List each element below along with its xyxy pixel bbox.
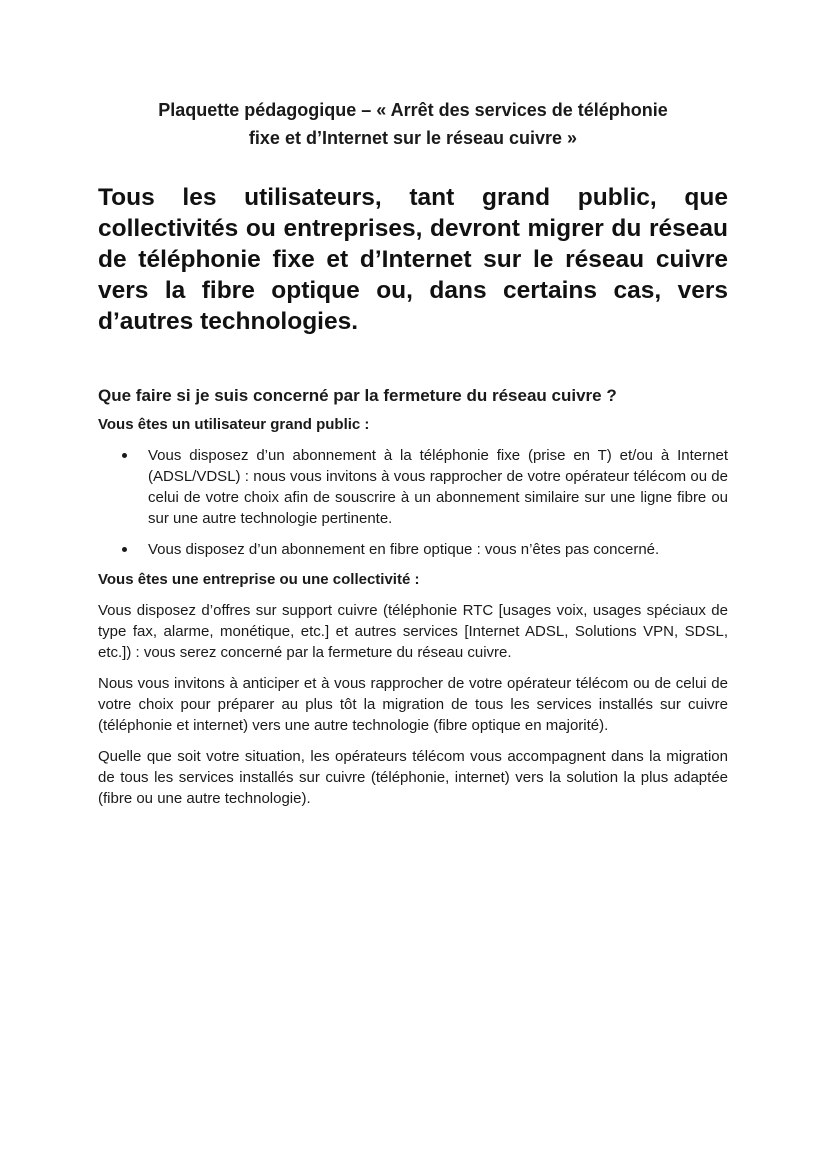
entreprise-heading: Vous êtes une entreprise ou une collectivité : (98, 571, 420, 588)
lead-statement: Tous les utilisateurs, tant grand public, que collectivités ou entreprises, devront migrer du réseau de téléphonie fixe et d’Internet sur le réseau cuivre vers la fibre optique ou, dans certains cas, vers d’autres technologies. (98, 184, 728, 335)
document-title (98, 96, 728, 152)
paragraph: Nous vous invitons à anticiper et à vous rapprocher de votre opérateur télécom ou de celui de votre choix pour préparer au plus tôt la migration de tous les services installés sur cuivre (téléphonie et internet) vers une autre technologie (fibre optique en majorité). (98, 675, 728, 734)
bullet-icon (122, 453, 127, 458)
document-page (98, 96, 728, 809)
list-item-text: Vous disposez d’un abonnement à la téléphonie fixe (prise en T) et/ou à Internet (ADSL/VDSL) : nous vous invitons à vous rapprocher de votre opérateur télécom ou de celui de votre choix afin de souscrire à un abonnement similaire sur une ligne fibre ou sur une autre technologie pertinente. (148, 447, 728, 527)
paragraph: Vous disposez d’offres sur support cuivre (téléphonie RTC [usages voix, usages spéciaux de type fax, alarme, monétique, etc.] et autres services [Internet ADSL, Solutions VPN, SDSL, etc.]) : vous serez concerné par la fermeture du réseau cuivre. (98, 602, 728, 661)
grand-public-list (98, 445, 728, 560)
grand-public-heading: Vous êtes un utilisateur grand public : (98, 416, 370, 433)
document-title-line-2: fixe et d’Internet sur le réseau cuivre » (248, 128, 578, 148)
paragraph: Quelle que soit votre situation, les opérateurs télécom vous accompagnent dans la migration de tous les services installés sur cuivre (téléphonie, internet) vers la solution la plus adaptée (fibre ou une autre technologie). (98, 748, 728, 807)
section-question: Que faire si je suis concerné par la fermeture du réseau cuivre ? (98, 386, 617, 405)
list-item-text: Vous disposez d’un abonnement en fibre optique : vous n’êtes pas concerné. (148, 541, 660, 558)
document-title-line-1: Plaquette pédagogique – « Arrêt des services de téléphonie (158, 100, 668, 120)
list-item (98, 539, 728, 560)
list-item (98, 445, 728, 529)
bullet-icon (122, 547, 127, 552)
